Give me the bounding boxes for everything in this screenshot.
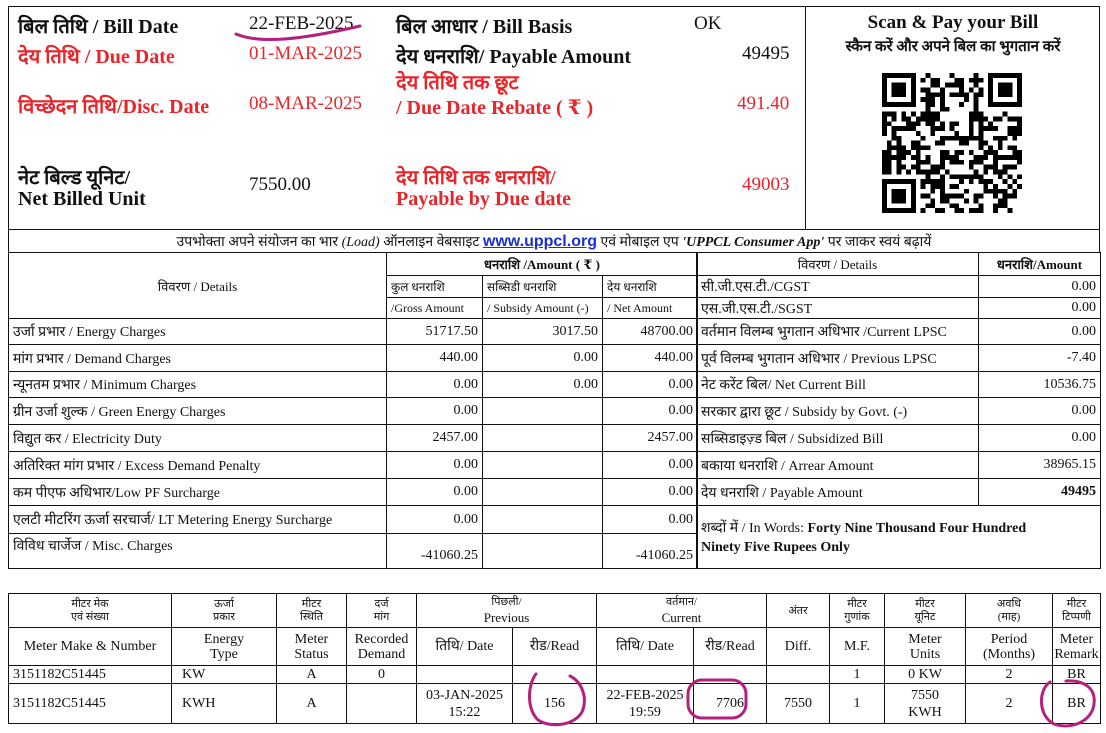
period: 2 bbox=[966, 684, 1053, 724]
charge-subsidy: 0.00 bbox=[483, 372, 603, 398]
notice-mid: ऑनलाइन वेबसाइट bbox=[379, 235, 483, 250]
bill-date-value: 22-FEB-2025 bbox=[249, 13, 354, 34]
notice-app: 'UPPCL Consumer App' bbox=[682, 235, 825, 250]
table-row bbox=[9, 506, 698, 534]
table-row bbox=[697, 319, 1101, 345]
diff: 7550 bbox=[767, 684, 830, 724]
cur-date bbox=[597, 666, 694, 684]
charge-label: कम पीएफ अधिभार/Low PF Surcharge bbox=[9, 479, 387, 506]
summary-label: एस.जी.एस.टी./SGST bbox=[697, 298, 979, 319]
h-diff-hi: अंतर bbox=[767, 594, 830, 628]
rebate-value: 491.40 bbox=[737, 93, 790, 114]
h-type-hi: ऊर्जा प्रकार bbox=[172, 594, 277, 628]
meter-status: A bbox=[277, 684, 347, 724]
charge-gross: 2457.00 bbox=[387, 425, 483, 452]
summary-label: सरकार द्वारा छूट / Subsidy by Govt. (-) bbox=[697, 398, 979, 425]
summary-value: 0.00 bbox=[979, 319, 1101, 345]
period: 2 bbox=[966, 666, 1053, 684]
summary-label: नेट करेंट बिल/ Net Current Bill bbox=[697, 372, 979, 398]
payable-due-value: 49003 bbox=[742, 174, 790, 195]
summary-value: 10536.75 bbox=[979, 372, 1101, 398]
notice-text bbox=[8, 232, 1100, 251]
table-row bbox=[9, 666, 1101, 684]
h-make-hi: मीटर मेक एवं संख्या bbox=[9, 594, 172, 628]
summary-value: 0.00 bbox=[979, 298, 1101, 319]
notice-load: (Load) bbox=[341, 235, 380, 250]
recorded-demand: 0 bbox=[347, 666, 417, 684]
charge-label: न्यूनतम प्रभार / Minimum Charges bbox=[9, 372, 387, 398]
charge-net: 2457.00 bbox=[603, 425, 698, 452]
charge-subsidy bbox=[483, 452, 603, 479]
h-mf-hi: मीटर गुणांक bbox=[830, 594, 885, 628]
h-current: वर्तमान/ Current bbox=[597, 594, 767, 628]
summary-value: 0.00 bbox=[979, 425, 1101, 452]
subsidy-header-hi: सब्सिडी धनराशि bbox=[483, 276, 603, 298]
table-row bbox=[9, 479, 698, 506]
h-status-en: Meter Status bbox=[277, 628, 347, 666]
meter-remark: BR bbox=[1053, 684, 1101, 724]
cur-read: 7706 bbox=[694, 684, 767, 724]
cur-date: 22-FEB-2025 19:59 bbox=[597, 684, 694, 724]
disc-date-label: विच्छेदन तिथि/Disc. Date bbox=[18, 96, 210, 118]
summary-amount-header: धनराशि/Amount bbox=[979, 253, 1101, 276]
charge-label: विविध चार्जेज / Misc. Charges bbox=[9, 534, 387, 569]
charge-net: -41060.25 bbox=[603, 534, 698, 569]
words-line1: Forty Nine Thousand Four Hundred bbox=[807, 521, 1027, 536]
gross-header-hi: कुल धनराशि bbox=[387, 276, 483, 298]
summary-label: सब्सिडाइज़्ड बिल / Subsidized Bill bbox=[697, 425, 979, 452]
charge-subsidy bbox=[483, 534, 603, 569]
charge-gross: 0.00 bbox=[387, 372, 483, 398]
charge-net: 0.00 bbox=[603, 506, 698, 534]
diff bbox=[767, 666, 830, 684]
summary-value: -7.40 bbox=[979, 345, 1101, 372]
cur-read bbox=[694, 666, 767, 684]
summary-label: बकाया धनराशि / Arrear Amount bbox=[697, 452, 979, 479]
summary-value: 0.00 bbox=[979, 276, 1101, 298]
meter-make: 3151182C51445 bbox=[9, 666, 172, 684]
words-line2: Ninety Five Rupees Only bbox=[701, 540, 850, 555]
mf: 1 bbox=[830, 666, 885, 684]
bill-date-label: बिल तिथि / Bill Date bbox=[18, 16, 179, 38]
table-row bbox=[697, 425, 1101, 452]
charge-net: 440.00 bbox=[603, 345, 698, 372]
table-row bbox=[697, 345, 1101, 372]
charge-subsidy: 3017.50 bbox=[483, 319, 603, 345]
summary-label: वर्तमान विलम्ब भुगतान अधिभार /Current LPSC bbox=[697, 319, 979, 345]
bill-basis-label: बिल आधार / Bill Basis bbox=[396, 16, 573, 38]
charge-gross: 0.00 bbox=[387, 479, 483, 506]
mf: 1 bbox=[830, 684, 885, 724]
website-link[interactable]: www.uppcl.org bbox=[482, 233, 597, 250]
table-row bbox=[9, 372, 698, 398]
charge-gross: 51717.50 bbox=[387, 319, 483, 345]
energy-type: KWH bbox=[172, 684, 277, 724]
summary-label: सी.जी.एस.टी./CGST bbox=[697, 276, 979, 298]
summary-value: 0.00 bbox=[979, 398, 1101, 425]
h-mf-en: M.F. bbox=[830, 628, 885, 666]
summary-table bbox=[696, 252, 1101, 569]
charge-net: 48700.00 bbox=[603, 319, 698, 345]
summary-value: 38965.15 bbox=[979, 452, 1101, 479]
table-row bbox=[697, 398, 1101, 425]
prev-date: 03-JAN-2025 15:22 bbox=[417, 684, 513, 724]
notice-post: पर जाकर स्वयं बढ़ायें bbox=[824, 235, 932, 250]
charge-subsidy bbox=[483, 506, 603, 534]
meter-make: 3151182C51445 bbox=[9, 684, 172, 724]
table-row bbox=[697, 479, 1101, 506]
h-previous: पिछली/ Previous bbox=[417, 594, 597, 628]
qr-code-image[interactable] bbox=[882, 73, 1022, 213]
charge-label: एलटी मीटरिंग ऊर्जा सरचार्ज/ LT Metering Energy Surcharge bbox=[9, 506, 387, 534]
notice-pre: उपभोक्ता अपने संयोजन का भार bbox=[176, 235, 342, 250]
summary-label: पूर्व विलम्ब भुगतान अधिभार / Previous LPSC bbox=[697, 345, 979, 372]
scan-subtitle: स्कैन करें और अपने बिल का भुगतान करें bbox=[845, 39, 1061, 55]
prev-read: 156 bbox=[513, 684, 597, 724]
h-rec-en: Recorded Demand bbox=[347, 628, 417, 666]
table-row bbox=[697, 372, 1101, 398]
meter-table bbox=[8, 593, 1101, 724]
h-make-en: Meter Make & Number bbox=[9, 628, 172, 666]
table-row bbox=[697, 452, 1101, 479]
payable-label: देय धनराशि/ Payable Amount bbox=[396, 46, 631, 68]
charge-label: विद्युत कर / Electricity Duty bbox=[9, 425, 387, 452]
charge-subsidy: 0.00 bbox=[483, 345, 603, 372]
charge-subsidy bbox=[483, 398, 603, 425]
charge-label: मांग प्रभार / Demand Charges bbox=[9, 345, 387, 372]
h-diff-en: Diff. bbox=[767, 628, 830, 666]
payable-due-label-en: Payable by Due date bbox=[396, 188, 571, 210]
h-remark-hi: मीटर टिप्पणी bbox=[1053, 594, 1101, 628]
due-date-label: देय तिथि / Due Date bbox=[18, 46, 175, 68]
h-remark-en: Meter Remark bbox=[1053, 628, 1101, 666]
table-row bbox=[9, 452, 698, 479]
net-header-en: / Net Amount bbox=[603, 298, 698, 319]
charges-details-header: विवरण / Details bbox=[9, 253, 387, 319]
table-row bbox=[9, 345, 698, 372]
notice-mid2: एवं मोबाइल एप bbox=[596, 235, 683, 250]
energy-type: KW bbox=[172, 666, 277, 684]
charge-net: 0.00 bbox=[603, 452, 698, 479]
table-row bbox=[9, 684, 1101, 724]
net-unit-value: 7550.00 bbox=[249, 174, 311, 195]
payable-value: 49495 bbox=[742, 43, 790, 64]
rebate-label-en: / Due Date Rebate ( ₹ ) bbox=[396, 97, 594, 119]
recorded-demand bbox=[347, 684, 417, 724]
table-row bbox=[697, 276, 1101, 298]
prev-read bbox=[513, 666, 597, 684]
h-cur-date: तिथि/ Date bbox=[597, 628, 694, 666]
charge-net: 0.00 bbox=[603, 372, 698, 398]
charge-net: 0.00 bbox=[603, 479, 698, 506]
charge-label: अतिरिक्त मांग प्रभार / Excess Demand Penalty bbox=[9, 452, 387, 479]
gross-header-en: /Gross Amount bbox=[387, 298, 483, 319]
disc-date-value: 08-MAR-2025 bbox=[249, 93, 362, 114]
h-unit-hi: मीटर यूनिट bbox=[885, 594, 966, 628]
table-row bbox=[9, 319, 698, 345]
summary-details-header: विवरण / Details bbox=[697, 253, 979, 276]
charge-subsidy bbox=[483, 479, 603, 506]
charge-gross: 0.00 bbox=[387, 506, 483, 534]
charge-gross: -41060.25 bbox=[387, 534, 483, 569]
amount-in-words bbox=[697, 506, 1101, 569]
h-status-hi: मीटर स्थिति bbox=[277, 594, 347, 628]
meter-remark: BR bbox=[1053, 666, 1101, 684]
charge-gross: 0.00 bbox=[387, 452, 483, 479]
table-row bbox=[9, 398, 698, 425]
bill-basis-value: OK bbox=[694, 13, 722, 34]
net-unit-label-en: Net Billed Unit bbox=[18, 188, 146, 210]
due-date-value: 01-MAR-2025 bbox=[249, 43, 362, 64]
h-type-en: Energy Type bbox=[172, 628, 277, 666]
summary-value: 49495 bbox=[979, 479, 1101, 506]
charge-gross: 0.00 bbox=[387, 398, 483, 425]
h-cur-read: रीड/Read bbox=[694, 628, 767, 666]
meter-status: A bbox=[277, 666, 347, 684]
h-prev-read: रीड/Read bbox=[513, 628, 597, 666]
scan-title: Scan & Pay your Bill bbox=[867, 12, 1039, 33]
charge-gross: 440.00 bbox=[387, 345, 483, 372]
table-row bbox=[697, 298, 1101, 319]
table-row bbox=[9, 425, 698, 452]
h-period-hi: अवधि (माह) bbox=[966, 594, 1053, 628]
charge-subsidy bbox=[483, 425, 603, 452]
charge-label: ग्रीन उर्जा शुल्क / Green Energy Charges bbox=[9, 398, 387, 425]
payable-due-label-hi: देय तिथि तक धनराशि/ bbox=[396, 167, 556, 189]
h-unit-en: Meter Units bbox=[885, 628, 966, 666]
charge-net: 0.00 bbox=[603, 398, 698, 425]
charge-label: उर्जा प्रभार / Energy Charges bbox=[9, 319, 387, 345]
rebate-label-hi: देय तिथि तक छूट bbox=[396, 72, 519, 94]
words-prefix: शब्दों में / In Words: bbox=[701, 521, 808, 536]
charges-amount-header: धनराशि /Amount ( ₹ ) bbox=[387, 253, 698, 276]
meter-units: 7550 KWH bbox=[885, 684, 966, 724]
summary-label: देय धनराशि / Payable Amount bbox=[697, 479, 979, 506]
meter-units: 0 KW bbox=[885, 666, 966, 684]
charges-table bbox=[8, 252, 698, 569]
h-rec-hi: दर्ज मांग bbox=[347, 594, 417, 628]
h-prev-date: तिथि/ Date bbox=[417, 628, 513, 666]
subsidy-header-en: / Subsidy Amount (-) bbox=[483, 298, 603, 319]
prev-date bbox=[417, 666, 513, 684]
net-header-hi: देय धनराशि bbox=[603, 276, 698, 298]
table-row bbox=[9, 534, 698, 569]
net-unit-label-hi: नेट बिल्ड यूनिट/ bbox=[18, 167, 130, 189]
h-period-en: Period (Months) bbox=[966, 628, 1053, 666]
